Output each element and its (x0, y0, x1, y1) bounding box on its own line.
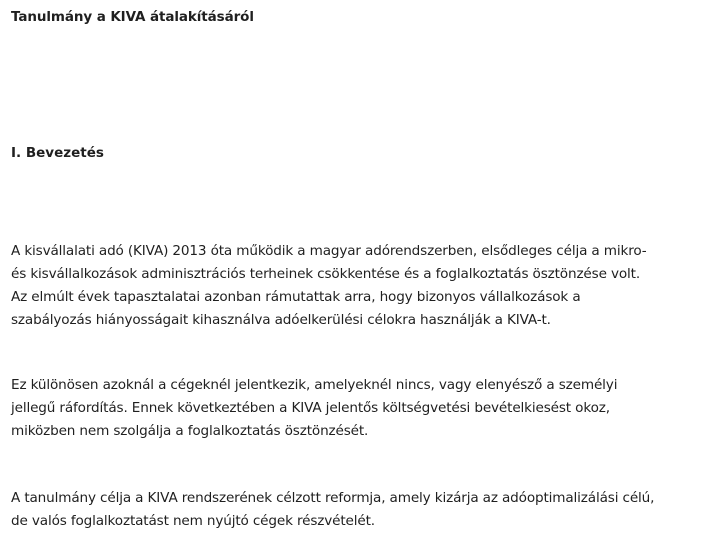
document-title: Tanulmány a KIVA átalakításáról (11, 9, 254, 25)
section-heading: I. Bevezetés (11, 145, 104, 161)
paragraph-line: Ez különösen azoknál a cégeknél jelentkezik, amelyeknél nincs, vagy elenyésző a személyi (11, 377, 618, 393)
paragraph-goal (11, 487, 701, 533)
paragraph-line: A tanulmány célja a KIVA rendszerének célzott reformja, amely kizárja az adóoptimalizálási célú, (11, 490, 655, 506)
paragraph-line: és kisvállalkozások adminisztrációs terheinek csökkentése és a foglalkoztatás ösztönzése volt. (11, 266, 640, 282)
paragraph-line: A kisvállalati adó (KIVA) 2013 óta működik a magyar adórendszerben, elsődleges célja a mikro- (11, 243, 647, 259)
paragraph-problem (11, 374, 701, 443)
paragraph-line: jellegű ráfordítás. Ennek következtében a KIVA jelentős költségvetési bevételkiesést okoz, (11, 400, 610, 416)
paragraph-intro (11, 240, 701, 332)
paragraph-line: miközben nem szolgálja a foglalkoztatás ösztönzését. (11, 423, 369, 439)
paragraph-line: Az elmúlt évek tapasztalatai azonban rámutattak arra, hogy bizonyos vállalkozások a (11, 289, 581, 305)
paragraph-line: de valós foglalkoztatást nem nyújtó cégek részvételét. (11, 513, 375, 529)
paragraph-line: szabályozás hiányosságait kihasználva adóelkerülési célokra használják a KIVA-t. (11, 312, 551, 328)
